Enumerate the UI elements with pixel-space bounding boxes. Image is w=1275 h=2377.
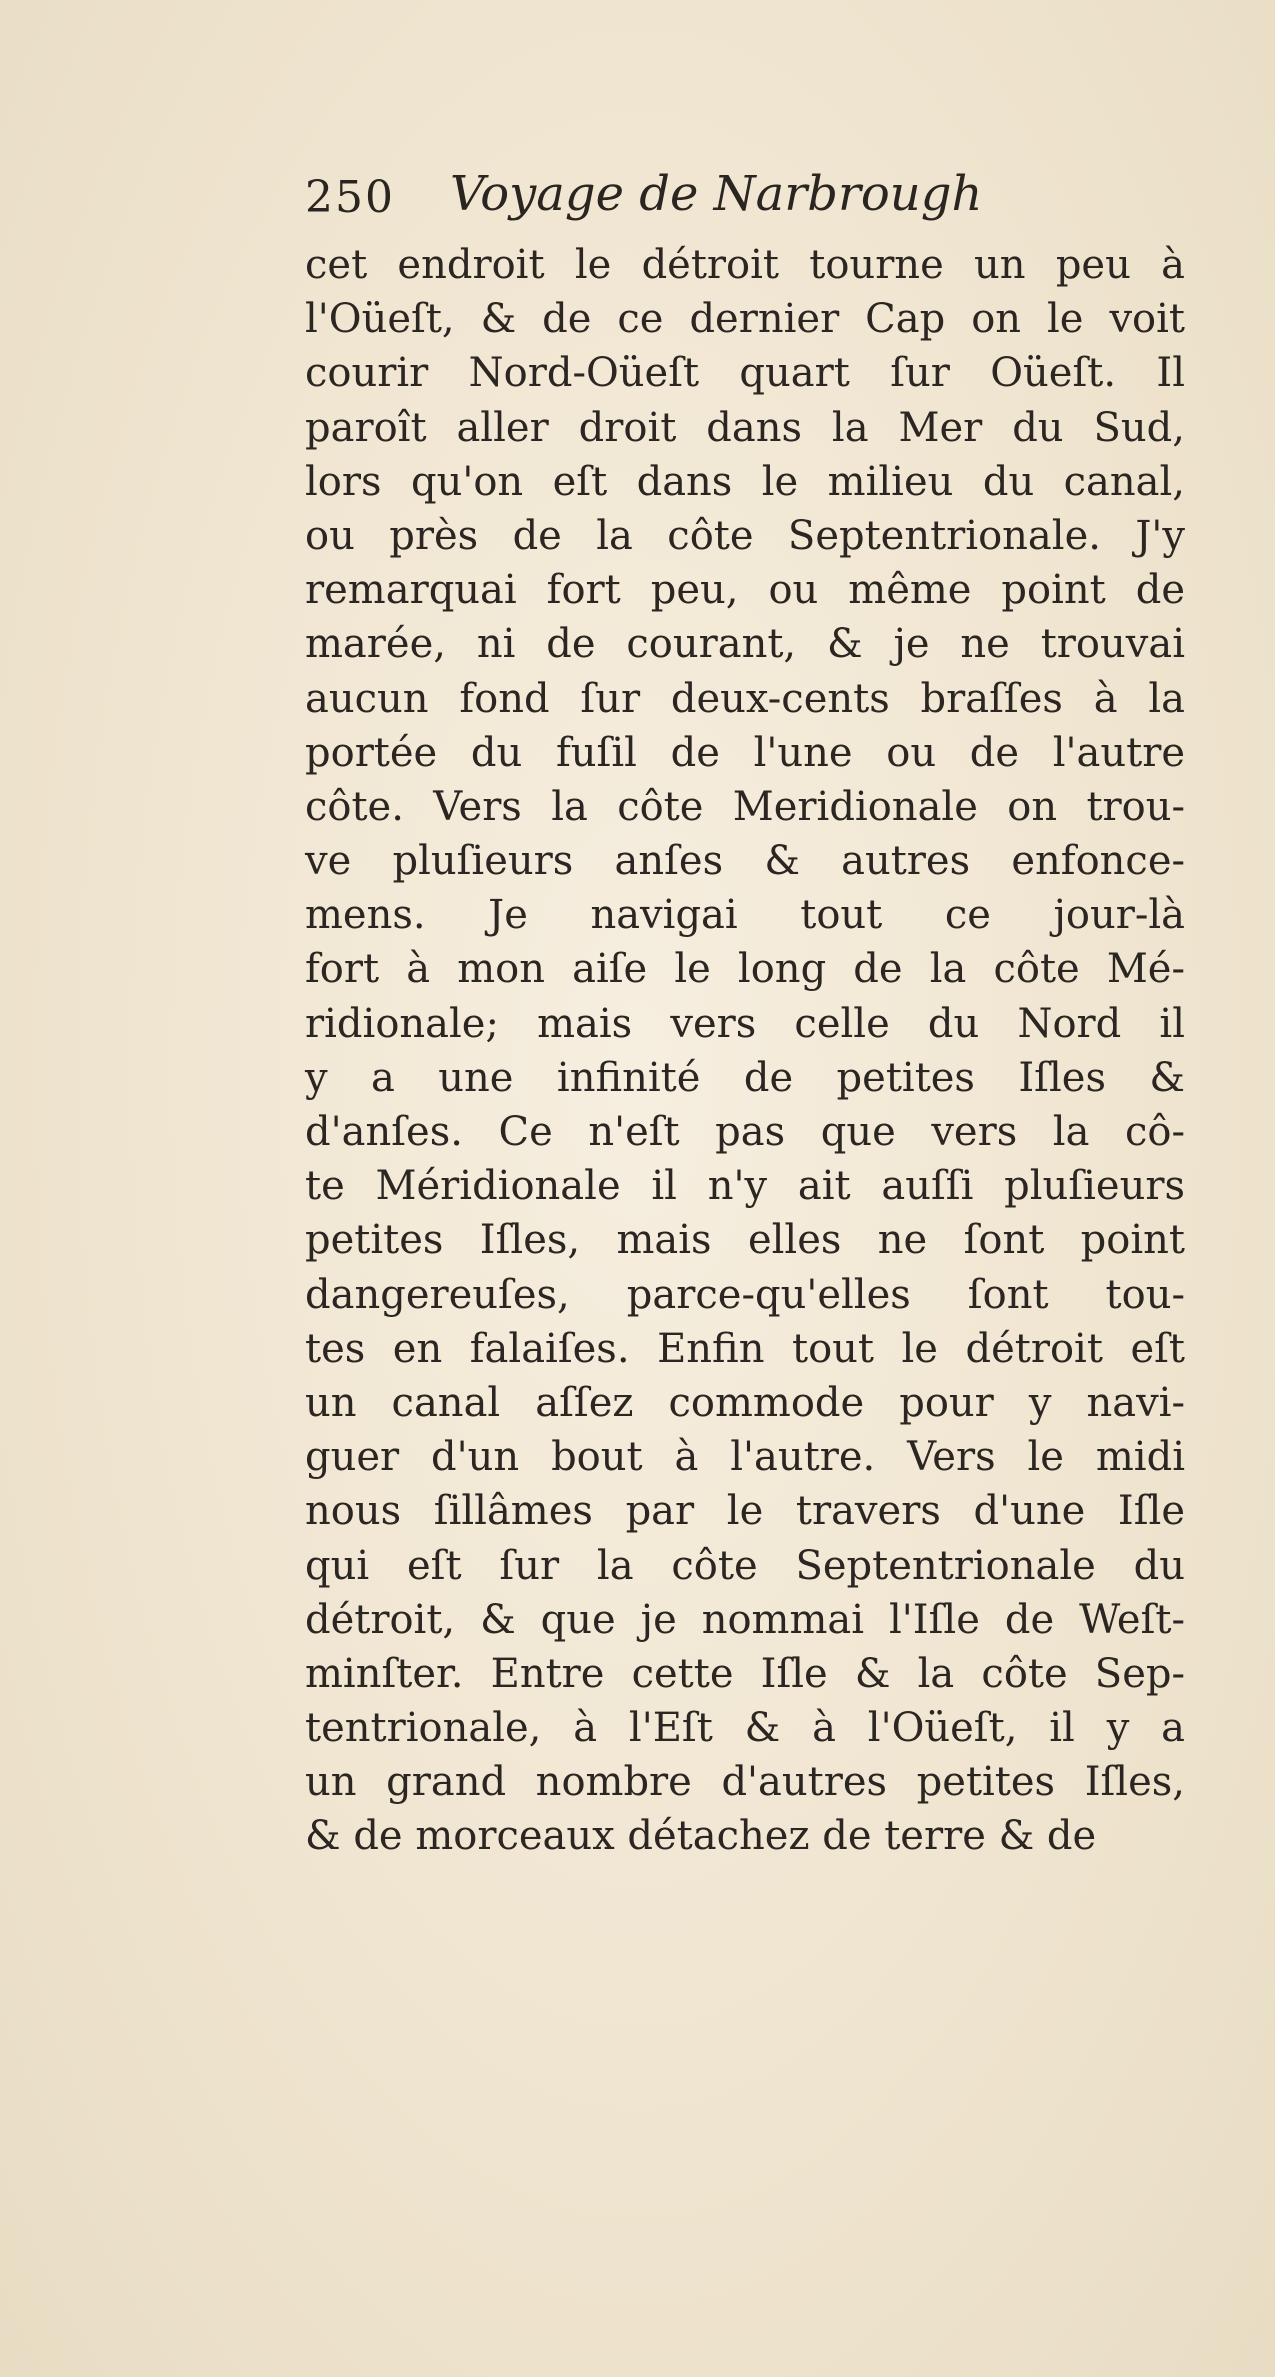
text-line: minſter. Entre cette Iſle & la côte Sep- <box>305 1650 1185 1697</box>
text-line: un canal aſſez commode pour y navi- <box>305 1379 1185 1426</box>
text-line: paroît aller droit dans la Mer du Sud, <box>305 404 1185 451</box>
text-line: marée, ni de courant, & je ne trouvai <box>305 621 1185 668</box>
text-line: remarquai fort peu, ou même point de <box>305 567 1185 614</box>
text-line: mens. Je navigai tout ce jour-là <box>305 892 1185 939</box>
text-line: guer d'un bout à l'autre. Vers le midi <box>305 1434 1185 1481</box>
text-line: l'Oüeſt, & de ce dernier Cap on le voit <box>305 296 1185 343</box>
text-line: un grand nombre d'autres petites Iſles, <box>305 1759 1185 1806</box>
text-line: qui eſt ſur la côte Septentrionale du <box>305 1542 1185 1589</box>
text-line: tes en falaiſes. Enfin tout le détroit eſt <box>305 1325 1185 1372</box>
text-line: petites Iſles, mais elles ne ſont point <box>305 1217 1185 1264</box>
text-line: tentrionale, à l'Eſt & à l'Oüeſt, il y a <box>305 1705 1185 1752</box>
text-line: cet endroit le détroit tourne un peu à <box>305 242 1185 288</box>
page-number: 250 <box>305 172 395 223</box>
text-line: ve pluſieurs anſes & autres enfonce- <box>305 838 1185 885</box>
text-line: détroit, & que je nommai l'Iſle de Weſt- <box>305 1596 1185 1643</box>
text-line: portée du fuſil de l'une ou de l'autre <box>305 729 1185 776</box>
text-line: fort à mon aiſe le long de la côte Mé- <box>305 946 1185 993</box>
text-line: courir Nord-Oüeſt quart ſur Oüeſt. Il <box>305 350 1185 397</box>
text-line: côte. Vers la côte Meridionale on trou- <box>305 783 1185 830</box>
text-line: y a une infinité de petites Iſles & <box>305 1054 1185 1101</box>
page-header <box>305 166 1205 232</box>
text-line: d'anſes. Ce n'eſt pas que vers la cô- <box>305 1109 1185 1155</box>
running-title: Voyage de Narbrough <box>450 166 983 222</box>
text-line: aucun fond ſur deux-cents braſſes à la <box>305 675 1185 722</box>
body-text <box>305 238 1185 1864</box>
text-line: & de morceaux détachez de terre & de <box>305 1813 1097 1860</box>
text-line: lors qu'on eſt dans le milieu du canal, <box>305 458 1185 505</box>
text-line: dangereuſes, parce-qu'elles ſont tou- <box>305 1271 1185 1318</box>
text-line: te Méridionale il n'y ait auſſi pluſieurs <box>305 1163 1185 1210</box>
text-line: nous ſillâmes par le travers d'une Iſle <box>305 1488 1185 1535</box>
text-line: ridionale; mais vers celle du Nord il <box>305 1000 1185 1047</box>
text-line: ou près de la côte Septentrionale. J'y <box>305 512 1185 559</box>
